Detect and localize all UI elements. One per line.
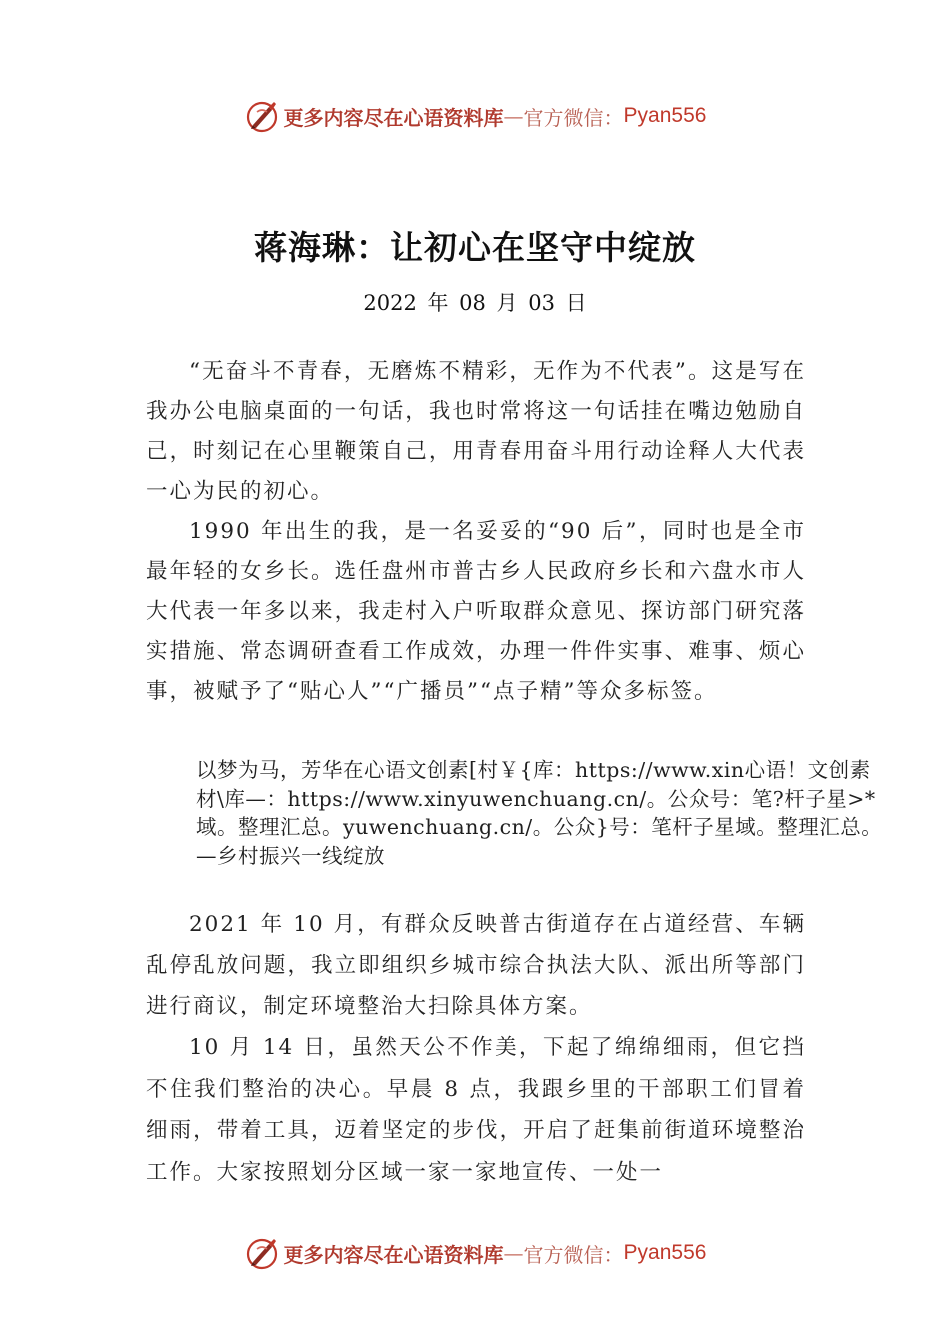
paragraph: 1990 年出生的我，是一名妥妥的“90 后”，同时也是全市最年轻的女乡长。选任盘州市普古乡人民政府乡长和六盘水市人大代表一年多以来，我走村入户听取群众意见、探访部门研究落实措施、常态调研查看工作成效，办理一件件实事、难事、烦心事，被赋予了“贴心人”“广播员”“点子精”等众多标签。 <box>146 519 806 704</box>
header-watermark-banner <box>0 96 950 136</box>
banner-wechat-label: 官方微信： <box>523 1242 624 1267</box>
banner-dash: — <box>503 1241 524 1265</box>
paragraph: 2021 年 10 月，有群众反映普古街道存在占道经营、车辆乱停乱放问题，我立即组织乡城市综合执法大队、派出所等部门进行商议，制定环境整治大扫除具体方案。 <box>146 912 806 1019</box>
paragraph: “无奋斗不青春，无磨炼不精彩，无作为不代表”。这是写在我办公电脑桌面的一句话，我也时常将这一句话挂在嘴边勉励自己，时刻记在心里鞭策自己，用青春用奋斗用行动诠释人大代表一心为民的初心。 <box>146 359 806 504</box>
watermark-text-block: 以梦为马，芳华在心语文创素[村￥{库：https://www.xin心语！文创素材\库—：https://www.xinyuwenchuang.cn/。公众号：笔?杆子星>*域。整理汇总。yuwenchuang.cn/。公众}号：笔杆子星域。整理汇总。—乡村振兴一线绽放 <box>196 758 883 868</box>
article-body-bottom <box>146 904 806 1193</box>
banner-wechat-id: Pyan556 <box>623 104 707 127</box>
banner-brand-text: 更多内容尽在心语资料库 <box>283 105 504 130</box>
paragraph: 10 月 14 日，虽然天公不作美，下起了绵绵细雨，但它挡不住我们整治的决心。早晨 8 点，我跟乡里的干部职工们冒着细雨，带着工具，迈着坚定的步伐，开启了赶集前街道环境整治工作。大家按照划分区域一家一家地宣传、一处一 <box>146 1035 806 1185</box>
banner-dash: — <box>503 104 524 128</box>
pen-logo-icon <box>244 98 280 134</box>
pen-logo-icon <box>244 1235 280 1271</box>
article-title: 蒋海琳：让初心在坚守中绽放 <box>254 228 696 267</box>
banner-wechat-id: Pyan556 <box>623 1241 707 1264</box>
footer-watermark-banner <box>0 1233 950 1273</box>
article-body-top <box>146 352 806 712</box>
banner-wechat-label: 官方微信： <box>523 105 624 130</box>
article-date: 2022 年 08 月 03 日 <box>363 291 587 315</box>
banner-brand-text: 更多内容尽在心语资料库 <box>283 1242 504 1267</box>
